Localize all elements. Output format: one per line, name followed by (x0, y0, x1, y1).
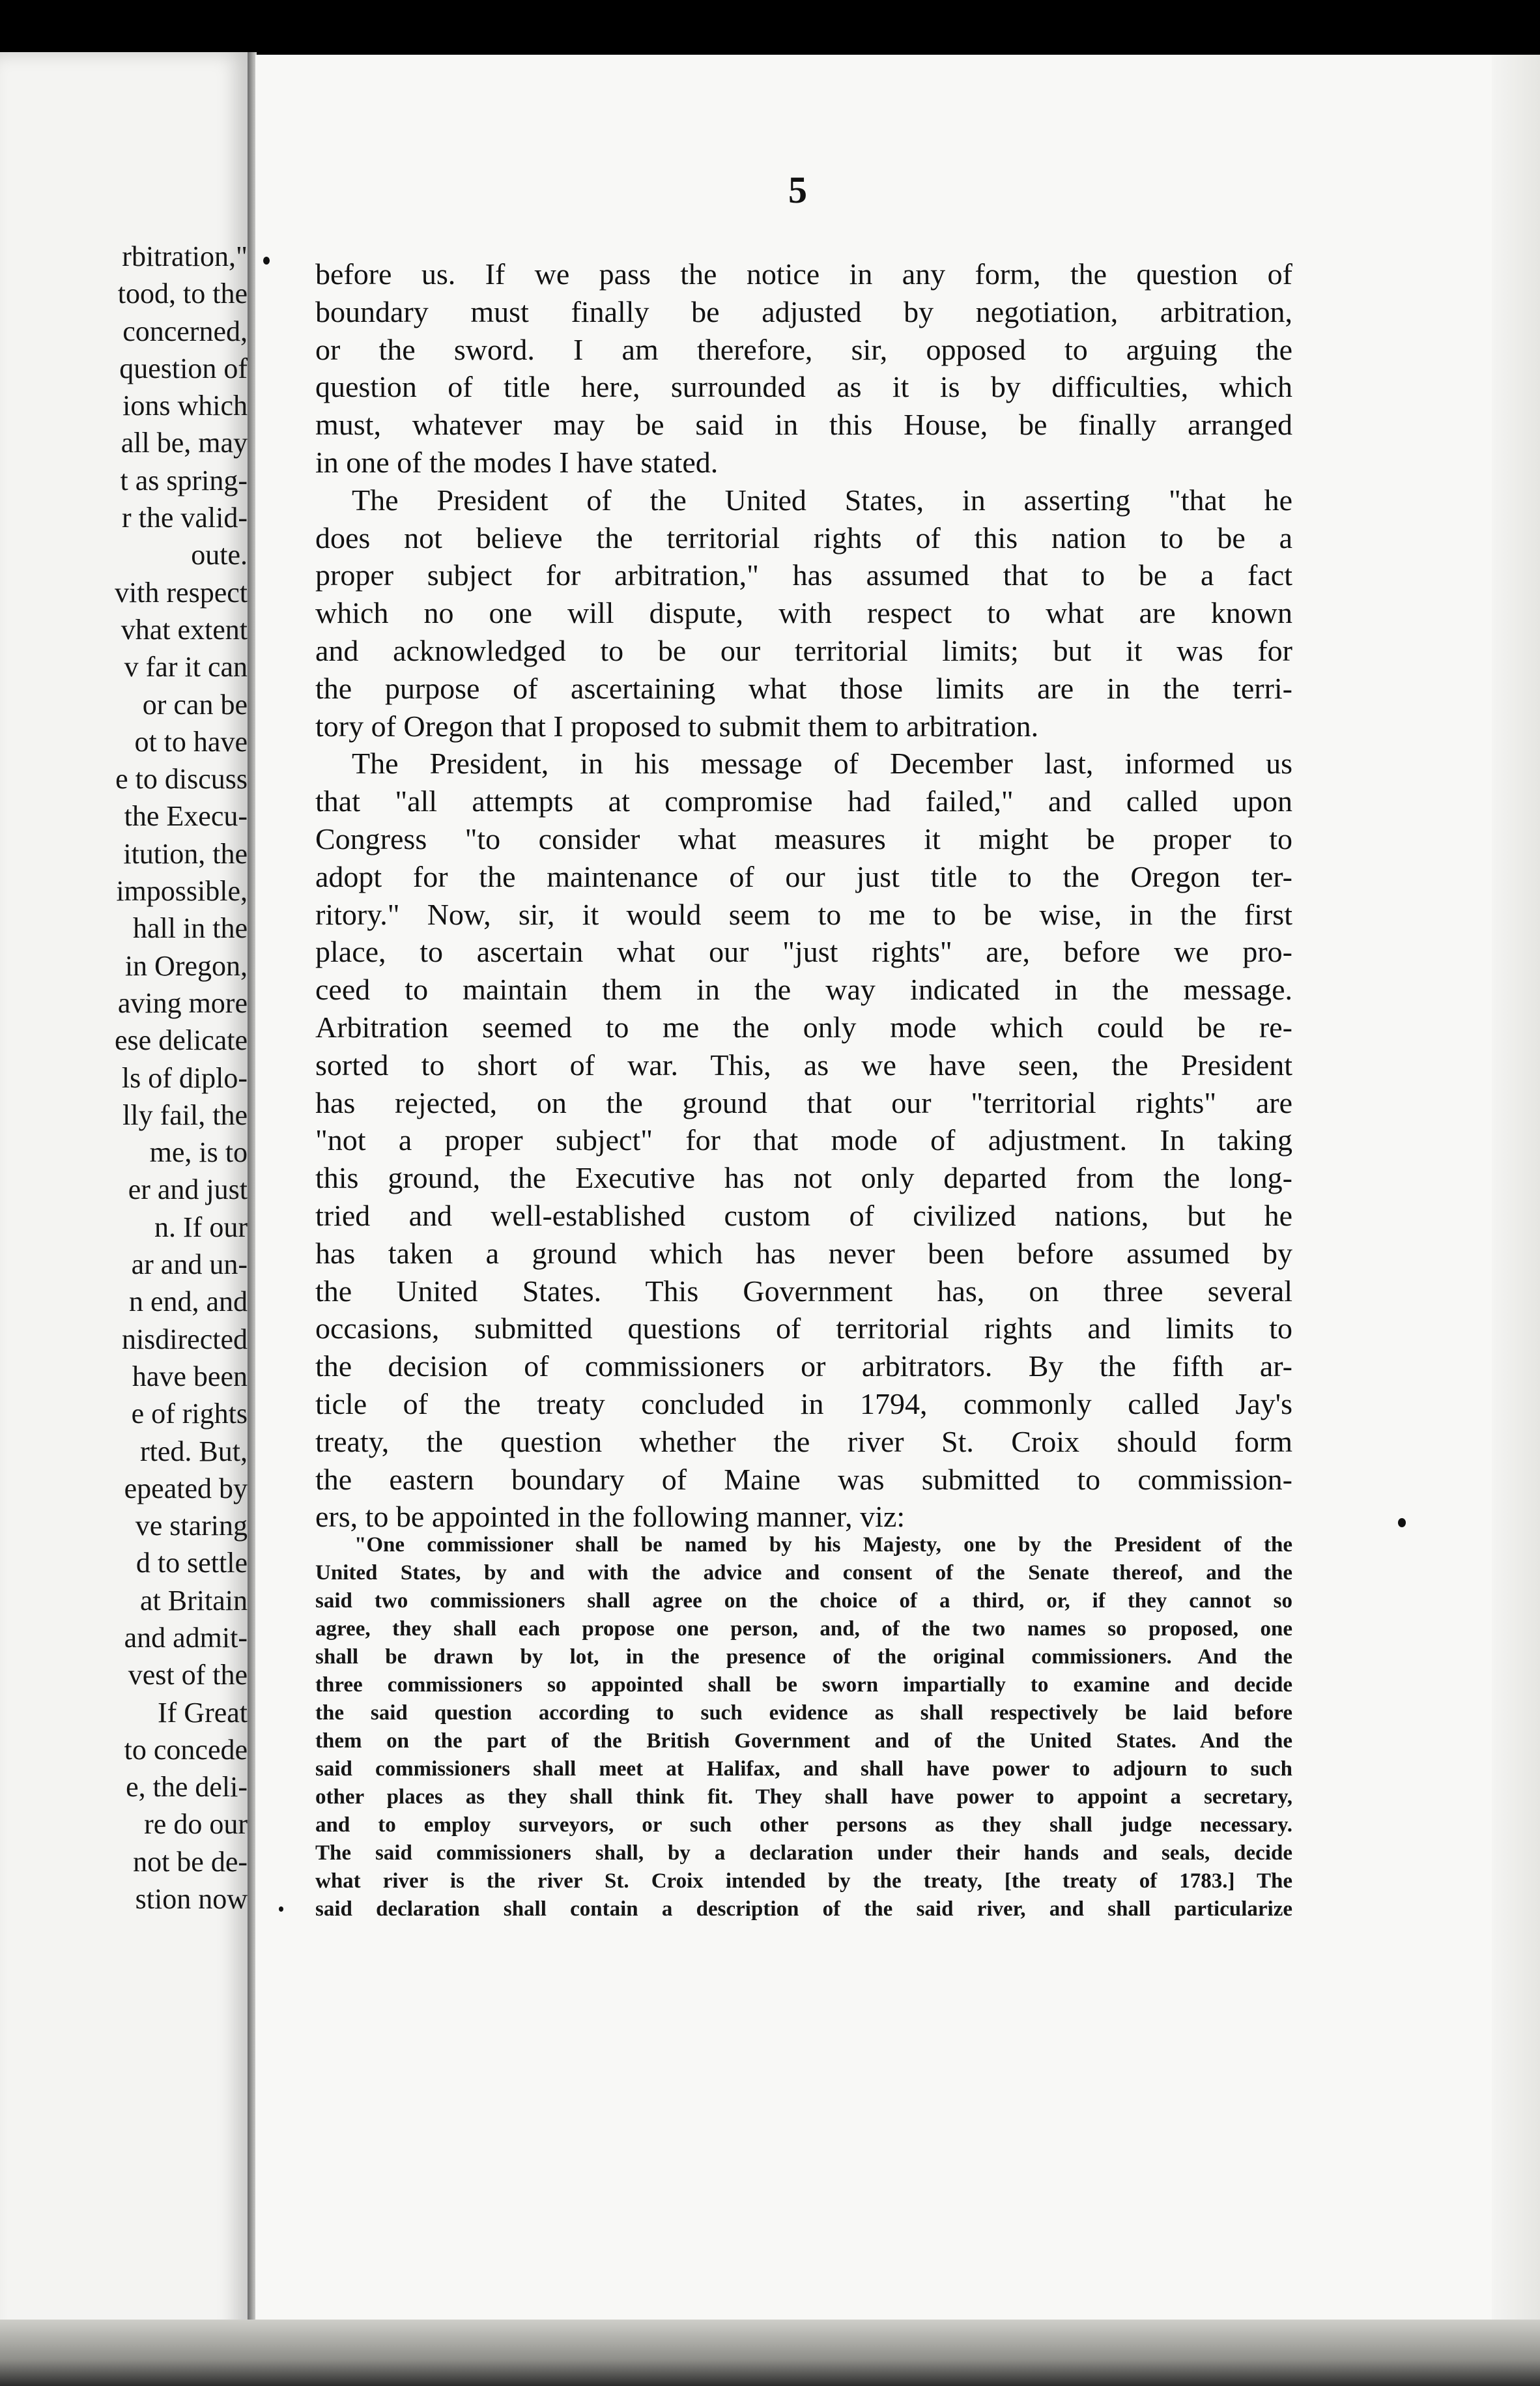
body-line: this ground, the Executive has not only departed from the long- (315, 1161, 1292, 1195)
left-page-line: oute. (191, 539, 248, 571)
left-page-line: n. If our (154, 1211, 248, 1243)
body-line: ticle of the treaty concluded in 1794, commonly called Jay's (315, 1387, 1292, 1420)
quote-line: said declaration shall contain a description of the said river, and shall particularize (315, 1897, 1292, 1921)
body-line: sorted to short of war. This, as we have seen, the President (315, 1048, 1292, 1082)
body-line: boundary must finally be adjusted by negotiation, arbitration, (315, 295, 1292, 328)
left-page-line: have been (132, 1360, 248, 1392)
quote-line: the said question according to such evidence as shall respectively be laid before (315, 1701, 1292, 1725)
quote-line: agree, they shall each propose one person, and, of the two names so proposed, one (315, 1617, 1292, 1641)
left-page-line: hall in the (133, 912, 248, 945)
quote-line: The said commissioners shall, by a declaration under their hands and seals, decide (315, 1841, 1292, 1865)
body-line: question of title here, surrounded as it is by difficulties, which (315, 370, 1292, 404)
left-page-line: rbitration," (122, 240, 248, 272)
left-page-line: ot to have (134, 725, 248, 758)
body-line: "not a proper subject" for that mode of adjustment. In taking (315, 1123, 1292, 1157)
body-line: which no one will dispute, with respect to what are known (315, 596, 1292, 630)
left-page-line: epeated by (124, 1472, 248, 1504)
left-page-line: itution, the (123, 837, 248, 870)
left-page-line: question of (119, 352, 248, 384)
left-page-line: nisdirected (121, 1323, 248, 1355)
quote-line: and to employ surveyors, or such other persons as they shall judge necessary. (315, 1813, 1292, 1837)
body-line: The President, in his message of December last, informed us (352, 747, 1292, 781)
body-line: does not believe the territorial rights of this nation to be a (315, 521, 1292, 554)
left-page-line: the Execu- (124, 800, 248, 833)
body-line: the decision of commissioners or arbitrators. By the fifth ar- (315, 1349, 1292, 1383)
left-page-line: ar and un- (131, 1248, 248, 1281)
margin-mark (1398, 1518, 1406, 1527)
body-line: or the sword. I am therefore, sir, opposed to arguing the (315, 332, 1292, 366)
scan-bottom-edge (0, 2320, 1540, 2386)
body-line: before us. If we pass the notice in any form, the question of (315, 257, 1292, 291)
left-page-line: er and just (128, 1173, 248, 1206)
left-page-line: t as spring- (120, 464, 248, 496)
left-page-line: re do our (144, 1808, 248, 1841)
body-line: the eastern boundary of Maine was submitted to commission- (315, 1462, 1292, 1496)
right-page-edge (1492, 55, 1540, 2368)
left-page-line: concerned, (122, 315, 248, 347)
body-line: tory of Oregon that I proposed to submit them to arbitration. (315, 709, 1039, 743)
left-page-line: at Britain (140, 1584, 248, 1617)
body-text (315, 255, 1292, 1536)
body-line: place, to ascertain what our "just rights" are, before we pro- (315, 935, 1292, 969)
left-page-line: ls of diplo- (121, 1061, 248, 1094)
margin-mark (263, 257, 270, 265)
quote-line: said commissioners shall meet at Halifax, and shall have power to adjourn to such (315, 1757, 1292, 1781)
left-page-line: lly fail, the (122, 1099, 248, 1131)
body-line: Congress "to consider what measures it might be proper to (315, 822, 1292, 855)
left-page-line: ve staring (135, 1510, 248, 1542)
page-number: 5 (788, 169, 807, 211)
left-page-line: or can be (142, 688, 248, 721)
margin-mark (279, 1906, 283, 1912)
body-line: the purpose of ascertaining what those limits are in the terri- (315, 671, 1292, 705)
body-line: must, whatever may be said in this House, be finally arranged (315, 408, 1292, 442)
body-line: occasions, submitted questions of territorial rights and limits to (315, 1312, 1292, 1345)
body-line: and acknowledged to be our territorial limits; but it was for (315, 633, 1292, 667)
left-page-line: ions which (122, 390, 248, 422)
left-page (0, 52, 251, 2372)
quote-line: other places as they shall think fit. They shall have power to appoint a secretary, (315, 1785, 1292, 1809)
left-page-line: aving more (117, 986, 248, 1019)
quote-line: what river is the river St. Croix intended by the treaty, [the treaty of 1783.] The (315, 1869, 1292, 1893)
left-page-text (0, 238, 248, 1918)
body-line: that "all attempts at compromise had failed," and called upon (315, 784, 1292, 818)
body-line: Arbitration seemed to me the only mode which could be re- (315, 1010, 1292, 1044)
body-line: proper subject for arbitration," has assumed that to be a fact (315, 558, 1292, 592)
body-line: tried and well-established custom of civilized nations, but he (315, 1198, 1292, 1232)
left-page-line: and admit- (124, 1621, 248, 1654)
quote-line: "One commissioner shall be named by his Majesty, one by the President of the (354, 1533, 1292, 1557)
left-page-line: n end, and (128, 1286, 248, 1318)
body-line: ceed to maintain them in the way indicated in the message. (315, 973, 1292, 1007)
quote-line: said two commissioners shall agree on the choice of a third, or, if they cannot so (315, 1589, 1292, 1613)
body-line: adopt for the maintenance of our just title to the Oregon ter- (315, 859, 1292, 893)
left-page-line: stion now (135, 1883, 248, 1916)
left-page-line: in Oregon, (124, 949, 248, 982)
left-page-line: v far it can (124, 651, 248, 683)
left-page-line: ese delicate (115, 1024, 248, 1057)
left-page-line: r the valid- (121, 502, 248, 534)
left-page-line: me, is to (149, 1136, 248, 1169)
left-page-line: If Great (157, 1696, 248, 1729)
left-page-line: e, the deli- (126, 1771, 248, 1804)
body-line: in one of the modes I have stated. (315, 445, 719, 479)
left-page-line: vhat extent (121, 613, 248, 646)
body-line: ritory." Now, sir, it would seem to me to be wise, in the first (315, 897, 1292, 931)
left-page-line: to concede (124, 1733, 248, 1766)
body-line: ers, to be appointed in the following manner, viz: (315, 1500, 905, 1534)
body-line: has taken a ground which has never been before assumed by (315, 1236, 1292, 1270)
quote-line: shall be drawn by lot, in the presence of the original commissioners. And the (315, 1645, 1292, 1669)
body-line: treaty, the question whether the river St. Croix should form (315, 1424, 1292, 1458)
left-page-line: d to settle (135, 1547, 248, 1579)
left-page-line: not be de- (133, 1845, 248, 1878)
left-page-line: rted. But, (140, 1435, 248, 1467)
quote-line: them on the part of the British Government and of the United States. And the (315, 1729, 1292, 1753)
left-page-line: e to discuss (115, 763, 248, 796)
left-page-line: tood, to the (117, 278, 248, 310)
quote-line: three commissioners so appointed shall be sworn impartially to examine and decide (315, 1673, 1292, 1697)
body-line: has rejected, on the ground that our "territorial rights" are (315, 1085, 1292, 1119)
quote-line: United States, by and with the advice and consent of the Senate thereof, and the (315, 1561, 1292, 1585)
left-page-line: vest of the (128, 1659, 248, 1691)
body-line: the United States. This Government has, on three several (315, 1274, 1292, 1308)
left-page-line: all be, may (121, 427, 248, 459)
left-page-line: impossible, (116, 875, 248, 908)
treaty-quote (315, 1531, 1292, 1923)
left-page-line: vith respect (114, 576, 248, 609)
body-line: The President of the United States, in asserting "that he (352, 483, 1292, 517)
left-page-line: e of rights (131, 1398, 248, 1430)
